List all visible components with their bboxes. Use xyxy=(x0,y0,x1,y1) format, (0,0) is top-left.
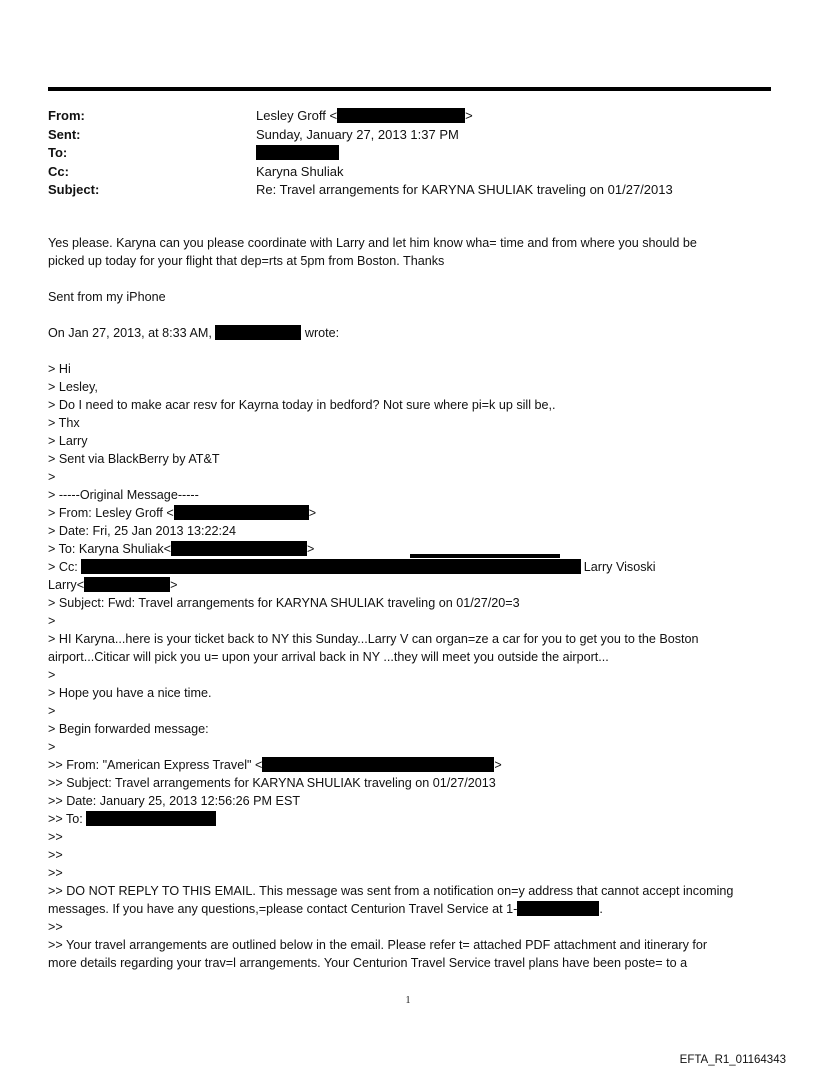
subject-value: Re: Travel arrangements for KARYNA SHULIAK traveling on 01/27/2013 xyxy=(256,182,673,197)
to-row xyxy=(48,144,771,163)
quoted-line xyxy=(48,540,768,558)
dq-to: >> To: xyxy=(48,812,83,826)
subject-row xyxy=(48,181,771,200)
from-name: Lesley Groff < xyxy=(256,108,338,123)
double-quoted-line: >> Subject: Travel arrangements for KARYNA SHULIAK traveling on 01/27/2013 xyxy=(48,776,496,790)
sent-row xyxy=(48,126,771,145)
quoted-to: > To: Karyna Shuliak< xyxy=(48,542,171,556)
quoted-line: > -----Original Message----- xyxy=(48,488,199,502)
quoted-line xyxy=(48,504,768,522)
dq-from: >> From: "American Express Travel" < xyxy=(48,758,263,772)
page-number: 1 xyxy=(405,995,411,1006)
signature-line: Sent from my iPhone xyxy=(48,290,166,304)
body-line: picked up today for your flight that dep=rts at 5pm from Boston. Thanks xyxy=(48,254,445,268)
sent-value: Sunday, January 27, 2013 1:37 PM xyxy=(256,126,459,142)
double-quoted-line: more details regarding your trav=l arrangements. Your Centurion Travel Service travel plans have been poste= to a xyxy=(48,956,688,970)
cc-row xyxy=(48,163,771,182)
quoted-line: > xyxy=(48,668,56,682)
redaction-box xyxy=(262,757,494,772)
quoted-line: > Larry xyxy=(48,434,88,448)
quote-intro-line xyxy=(48,324,768,342)
header-rule xyxy=(48,87,771,91)
to-value xyxy=(256,144,339,163)
quoted-line xyxy=(48,558,768,576)
redaction-box xyxy=(171,541,307,556)
quoted-from-close: > xyxy=(308,506,317,520)
quoted-line: > Thx xyxy=(48,416,80,430)
quoted-line: > Date: Fri, 25 Jan 2013 13:22:24 xyxy=(48,524,236,538)
quoted-line: > xyxy=(48,614,56,628)
email-body xyxy=(48,234,768,972)
redaction-box xyxy=(215,325,301,340)
cc-label: Cc: xyxy=(48,163,69,179)
to-label: To: xyxy=(48,145,68,160)
double-quoted-line xyxy=(48,900,768,918)
quoted-line: > Sent via BlackBerry by AT&T xyxy=(48,452,220,466)
body-line: Yes please. Karyna can you please coordinate with Larry and let him know wha= time and from where you should be xyxy=(48,236,697,250)
double-quoted-line: >> Your travel arrangements are outlined below in the email. Please refer t= attached PDF attachment and itinerary for xyxy=(48,938,708,952)
redaction-box xyxy=(337,108,465,123)
dq-dnr2-end: . xyxy=(599,902,603,916)
dq-dnr2: messages. If you have any questions,=please contact Centurion Travel Service at 1- xyxy=(48,902,518,916)
double-quoted-line: >> xyxy=(48,848,63,862)
subject-label: Subject: xyxy=(48,182,100,197)
redaction-box xyxy=(174,505,309,520)
quoted-line: > Hope you have a nice time. xyxy=(48,686,212,700)
sent-label: Sent: xyxy=(48,126,81,142)
from-close: > xyxy=(465,108,473,123)
quoted-line xyxy=(48,576,768,594)
quoted-cc: > Cc: xyxy=(48,560,78,574)
quoted-line: > Subject: Fwd: Travel arrangements for KARYNA SHULIAK traveling on 01/27/20=3 xyxy=(48,596,520,610)
double-quoted-line: >> DO NOT REPLY TO THIS EMAIL. This message was sent from a notification on=y address that cannot accept incoming xyxy=(48,884,734,898)
quoted-cc-line2: Larry< xyxy=(48,578,85,592)
quoted-line: airport...Citicar will pick you u= upon your arrival back in NY ...they will meet you outside the airport... xyxy=(48,650,609,664)
quoted-line: > xyxy=(48,470,56,484)
quoted-line: > xyxy=(48,704,56,718)
redaction-box xyxy=(517,901,599,916)
quoted-cc-line2-close: > xyxy=(170,578,178,592)
email-header xyxy=(48,107,771,200)
redaction-box xyxy=(256,145,339,160)
quoted-from: > From: Lesley Groff < xyxy=(48,506,174,520)
quoted-line: > Lesley, xyxy=(48,380,98,394)
quoted-cc-larry: Larry Visoski xyxy=(583,560,656,574)
document-id-footer: EFTA_R1_01164343 xyxy=(679,1054,786,1066)
from-value xyxy=(256,107,473,126)
quoted-line: > Hi xyxy=(48,362,71,376)
quoted-line: > HI Karyna...here is your ticket back to NY this Sunday...Larry V can organ=ze a car for you to get you to the Boston xyxy=(48,632,699,646)
double-quoted-line: >> xyxy=(48,866,63,880)
double-quoted-line: >> xyxy=(48,920,63,934)
double-quoted-line xyxy=(48,756,768,774)
redaction-box xyxy=(86,811,216,826)
quoted-line: > Do I need to make acar resv for Kayrna today in bedford? Not sure where pi=k up sill be,. xyxy=(48,398,556,412)
redaction-box xyxy=(410,554,560,558)
double-quoted-line xyxy=(48,810,768,828)
redaction-box xyxy=(81,559,581,574)
from-row xyxy=(48,107,771,126)
quoted-to-close: > xyxy=(307,542,315,556)
cc-value: Karyna Shuliak xyxy=(256,163,344,179)
double-quoted-line: >> Date: January 25, 2013 12:56:26 PM EST xyxy=(48,794,301,808)
dq-from-close: > xyxy=(494,758,502,772)
quote-intro-suffix: wrote: xyxy=(304,326,340,340)
quoted-line: > xyxy=(48,740,56,754)
redaction-box xyxy=(84,577,170,592)
quoted-line: > Begin forwarded message: xyxy=(48,722,209,736)
double-quoted-line: >> xyxy=(48,830,63,844)
from-label: From: xyxy=(48,108,85,123)
quote-intro-prefix: On Jan 27, 2013, at 8:33 AM, xyxy=(48,326,212,340)
